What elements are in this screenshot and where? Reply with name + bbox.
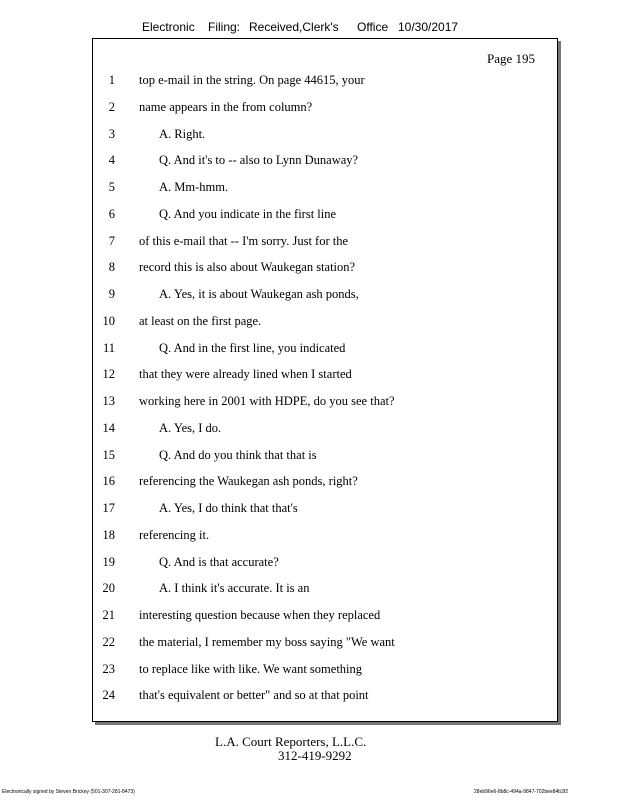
line-text: that's equivalent or better" and so at that point bbox=[139, 688, 369, 703]
line-number: 5 bbox=[108, 180, 115, 194]
line-text: of this e-mail that -- I'm sorry. Just for the bbox=[139, 233, 349, 248]
line-text: referencing it. bbox=[139, 527, 210, 542]
transcript-line bbox=[93, 421, 557, 439]
line-text: name appears in the from column? bbox=[139, 99, 313, 114]
line-text: referencing the Waukegan ash ponds, right? bbox=[139, 474, 358, 489]
line-number: 21 bbox=[102, 608, 115, 622]
transcript-line bbox=[93, 341, 557, 359]
footer-company: L.A. Court Reporters, L.L.C. bbox=[215, 734, 367, 749]
line-number: 14 bbox=[102, 420, 115, 435]
line-text: interesting question because when they replaced bbox=[139, 608, 381, 622]
line-number: 19 bbox=[102, 554, 115, 569]
line-text: record this is also about Waukegan station? bbox=[139, 260, 356, 275]
line-number: 1 bbox=[108, 73, 115, 87]
transcript-line bbox=[93, 367, 557, 385]
transcript-line bbox=[93, 581, 557, 599]
line-number: 10 bbox=[102, 313, 115, 328]
header-word-office: Office bbox=[357, 20, 389, 34]
transcript-line bbox=[93, 180, 557, 198]
line-number: 9 bbox=[108, 287, 115, 301]
transcript-line bbox=[93, 662, 557, 680]
line-number: 12 bbox=[102, 367, 115, 382]
line-number: 11 bbox=[102, 340, 115, 355]
line-number: 17 bbox=[102, 501, 115, 515]
line-text: A. Mm-hmm. bbox=[159, 180, 229, 194]
line-number: 6 bbox=[108, 206, 115, 221]
line-number: 2 bbox=[108, 99, 115, 114]
line-number: 22 bbox=[102, 634, 115, 649]
header-word-filing: Filing: bbox=[208, 20, 241, 34]
transcript-line bbox=[93, 688, 557, 706]
document-hash: 28eb96e6-8b8c-494a-9847-702bee84b3f2 bbox=[474, 789, 568, 795]
transcript-line bbox=[93, 287, 557, 305]
line-number: 13 bbox=[102, 394, 115, 408]
transcript-line bbox=[93, 153, 557, 171]
line-text: A. Yes, I do think that that's bbox=[159, 501, 298, 515]
transcript-line bbox=[93, 127, 557, 145]
line-text: A. Right. bbox=[159, 126, 206, 141]
transcript-line bbox=[93, 608, 557, 626]
line-text: A. Yes, it is about Waukegan ash ponds, bbox=[159, 287, 359, 301]
line-text: Q. And is that accurate? bbox=[159, 554, 279, 569]
line-text: A. Yes, I do. bbox=[159, 420, 222, 435]
line-number: 7 bbox=[108, 233, 115, 248]
line-text: top e-mail in the string. On page 44615, your bbox=[139, 73, 365, 87]
line-text: to replace like with like. We want something bbox=[139, 661, 363, 676]
transcript-line bbox=[93, 100, 557, 118]
line-number: 24 bbox=[102, 688, 115, 703]
filing-header bbox=[0, 20, 618, 38]
line-text: Q. And do you think that that is bbox=[159, 447, 317, 462]
line-text: the material, I remember my boss saying "We want bbox=[139, 634, 395, 649]
line-number: 16 bbox=[102, 474, 115, 489]
transcript-line bbox=[93, 474, 557, 492]
line-number: 15 bbox=[102, 447, 115, 462]
line-text: that they were already lined when I started bbox=[139, 367, 352, 382]
line-text: Q. And in the first line, you indicated bbox=[159, 340, 346, 355]
transcript-line bbox=[93, 501, 557, 519]
line-text: Q. And you indicate in the first line bbox=[159, 206, 337, 221]
header-word-received-clerks: Received,Clerk's bbox=[249, 20, 339, 34]
line-number: 18 bbox=[102, 527, 115, 542]
transcript-line bbox=[93, 448, 557, 466]
transcript-line bbox=[93, 234, 557, 252]
electronic-signature: Electronically signed by Steven Brickey (501-307-281-8473) bbox=[2, 789, 135, 795]
transcript-line bbox=[93, 73, 557, 91]
line-number: 8 bbox=[108, 260, 115, 275]
transcript-line bbox=[93, 207, 557, 225]
transcript-line bbox=[93, 528, 557, 546]
transcript-page bbox=[92, 38, 558, 722]
transcript-line bbox=[93, 555, 557, 573]
footer-phone: 312-419-9292 bbox=[278, 748, 352, 763]
line-text: Q. And it's to -- also to Lynn Dunaway? bbox=[159, 153, 359, 168]
transcript-line bbox=[93, 314, 557, 332]
line-number: 20 bbox=[102, 581, 115, 596]
page-number: Page 195 bbox=[486, 51, 535, 66]
header-word-electronic: Electronic bbox=[142, 20, 195, 34]
line-text: working here in 2001 with HDPE, do you see that? bbox=[139, 394, 395, 408]
line-text: at least on the first page. bbox=[139, 313, 262, 328]
line-number: 3 bbox=[108, 126, 115, 141]
line-text: A. I think it's accurate. It is an bbox=[159, 581, 310, 596]
header-word-date: 10/30/2017 bbox=[398, 20, 459, 34]
transcript-line bbox=[93, 260, 557, 278]
transcript-line bbox=[93, 635, 557, 653]
transcript-line bbox=[93, 394, 557, 412]
line-number: 23 bbox=[102, 661, 115, 676]
line-number: 4 bbox=[108, 153, 115, 168]
